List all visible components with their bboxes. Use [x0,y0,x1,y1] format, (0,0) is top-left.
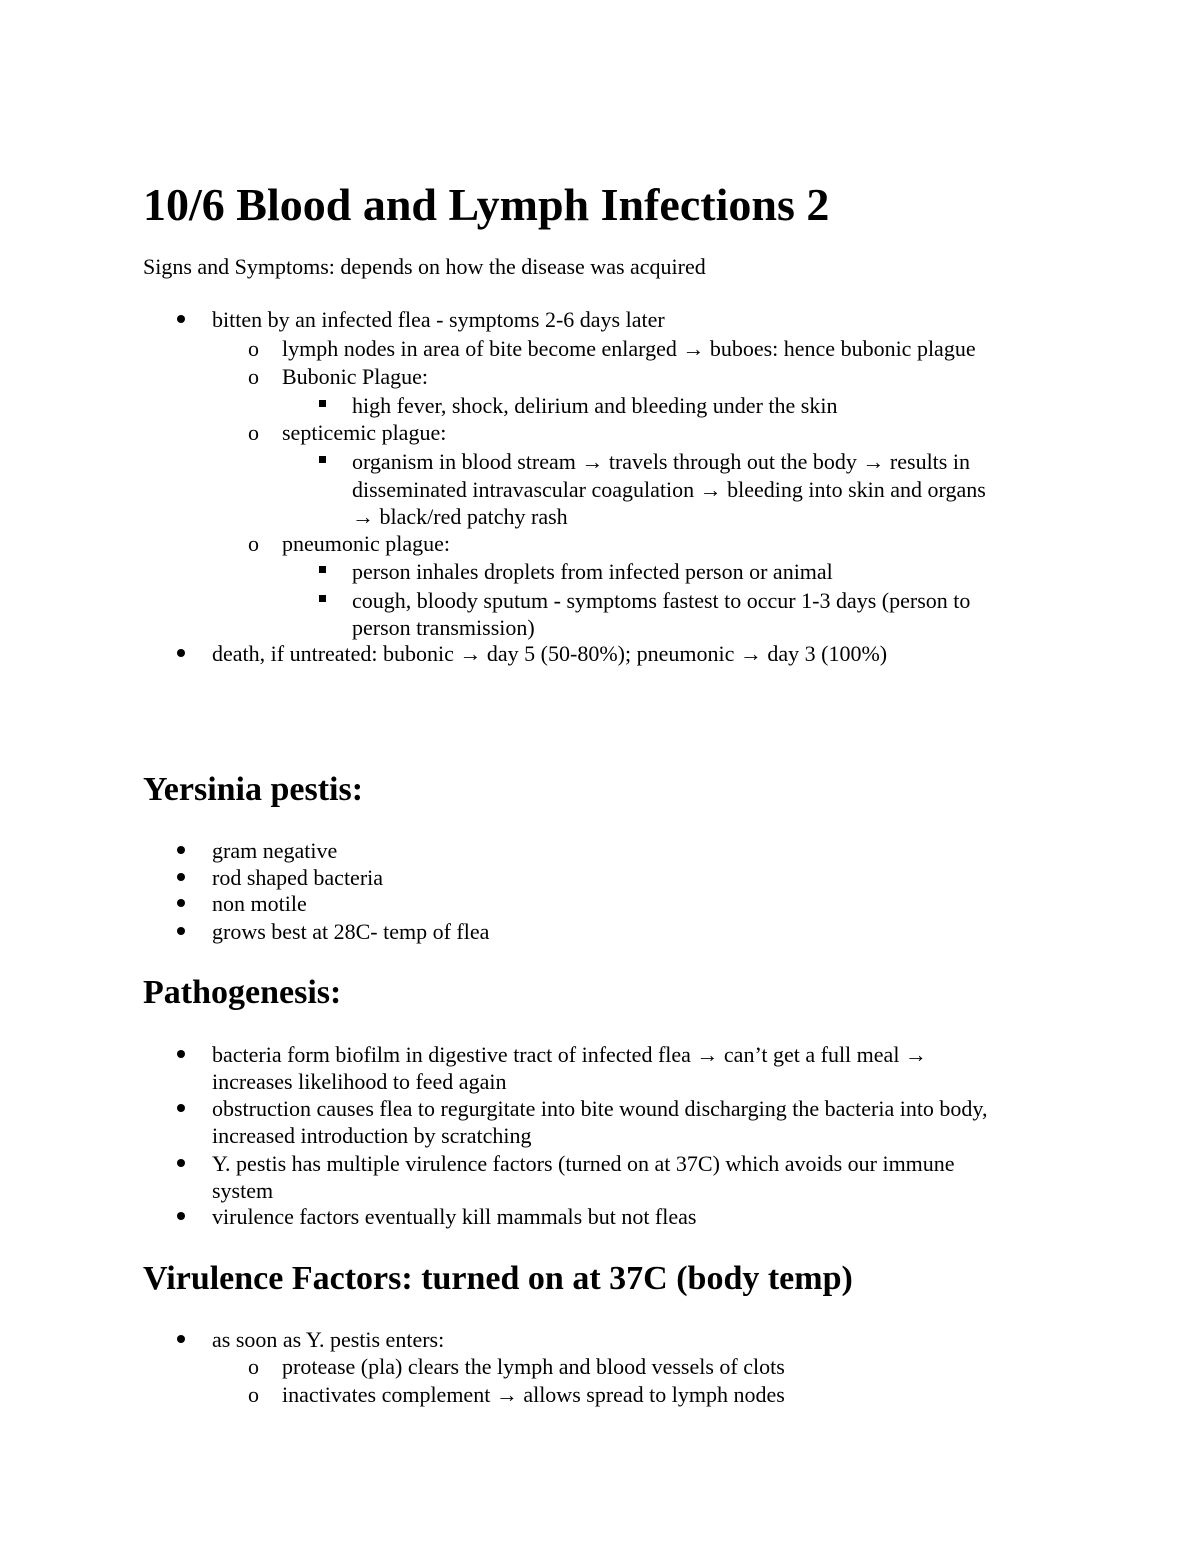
list-item: rod shaped bacteria [212,865,384,890]
bullet-square-icon [319,456,326,463]
intro-text: Signs and Symptoms: depends on how the disease was acquired [143,254,706,279]
list-item: obstruction causes flea to regurgitate into bite wound discharging the bacteria into body, [212,1096,988,1121]
section-heading-pathogenesis: Pathogenesis: [143,974,342,1011]
bullet-dot-icon [177,846,185,854]
bullet-dot-icon [177,649,185,657]
list-item: cough, bloody sputum - symptoms fastest to occur 1-3 days (person to [352,588,971,613]
list-item: non motile [212,891,307,916]
bullet-dot-icon [177,315,185,323]
list-item: death, if untreated: bubonic → day 5 (50-80%); pneumonic → day 3 (100%) [212,641,888,666]
list-item: pneumonic plague: [282,531,451,556]
list-item: septicemic plague: [282,420,447,445]
list-item: as soon as Y. pestis enters: [212,1327,445,1352]
bullet-square-icon [319,400,326,407]
list-item: virulence factors eventually kill mammals but not fleas [212,1204,697,1229]
bullet-dot-icon [177,1212,185,1220]
page-title: 10/6 Blood and Lymph Infections 2 [143,179,830,230]
bullet-dot-icon [177,1159,185,1167]
list-item-continued: → black/red patchy rash [352,504,568,529]
bullet-circle-icon: o [248,364,259,389]
list-item: Y. pestis has multiple virulence factors (turned on at 37C) which avoids our immune [212,1151,955,1176]
section-heading-virulence: Virulence Factors: turned on at 37C (body temp) [143,1260,853,1297]
list-item: bitten by an infected flea - symptoms 2-6 days later [212,307,665,332]
list-item: high fever, shock, delirium and bleeding under the skin [352,393,838,418]
bullet-circle-icon: o [248,1382,259,1407]
bullet-circle-icon: o [248,1354,259,1379]
list-item: protease (pla) clears the lymph and blood vessels of clots [282,1354,785,1379]
list-item: Bubonic Plague: [282,364,429,389]
list-item-continued: system [212,1178,274,1203]
bullet-dot-icon [177,873,185,881]
bullet-circle-icon: o [248,336,259,361]
bullet-dot-icon [177,899,185,907]
list-item: grows best at 28C- temp of flea [212,919,490,944]
bullet-dot-icon [177,1335,185,1343]
bullet-circle-icon: o [248,531,259,556]
bullet-circle-icon: o [248,420,259,445]
list-item-continued: increased introduction by scratching [212,1123,532,1148]
list-item-continued: person transmission) [352,615,535,640]
list-item-continued: disseminated intravascular coagulation → bleeding into skin and organs [352,477,986,502]
list-item: inactivates complement → allows spread to lymph nodes [282,1382,785,1407]
list-item: organism in blood stream → travels through out the body → results in [352,449,970,474]
bullet-dot-icon [177,1050,185,1058]
section-heading-yersinia: Yersinia pestis: [143,771,364,808]
list-item: gram negative [212,838,338,863]
bullet-dot-icon [177,927,185,935]
bullet-square-icon [319,566,326,573]
list-item: bacteria form biofilm in digestive tract of infected flea → can’t get a full meal → [212,1042,927,1067]
bullet-square-icon [319,595,326,602]
bullet-dot-icon [177,1104,185,1112]
list-item-continued: increases likelihood to feed again [212,1069,507,1094]
list-item: person inhales droplets from infected person or animal [352,559,833,584]
list-item: lymph nodes in area of bite become enlarged → buboes: hence bubonic plague [282,336,976,361]
